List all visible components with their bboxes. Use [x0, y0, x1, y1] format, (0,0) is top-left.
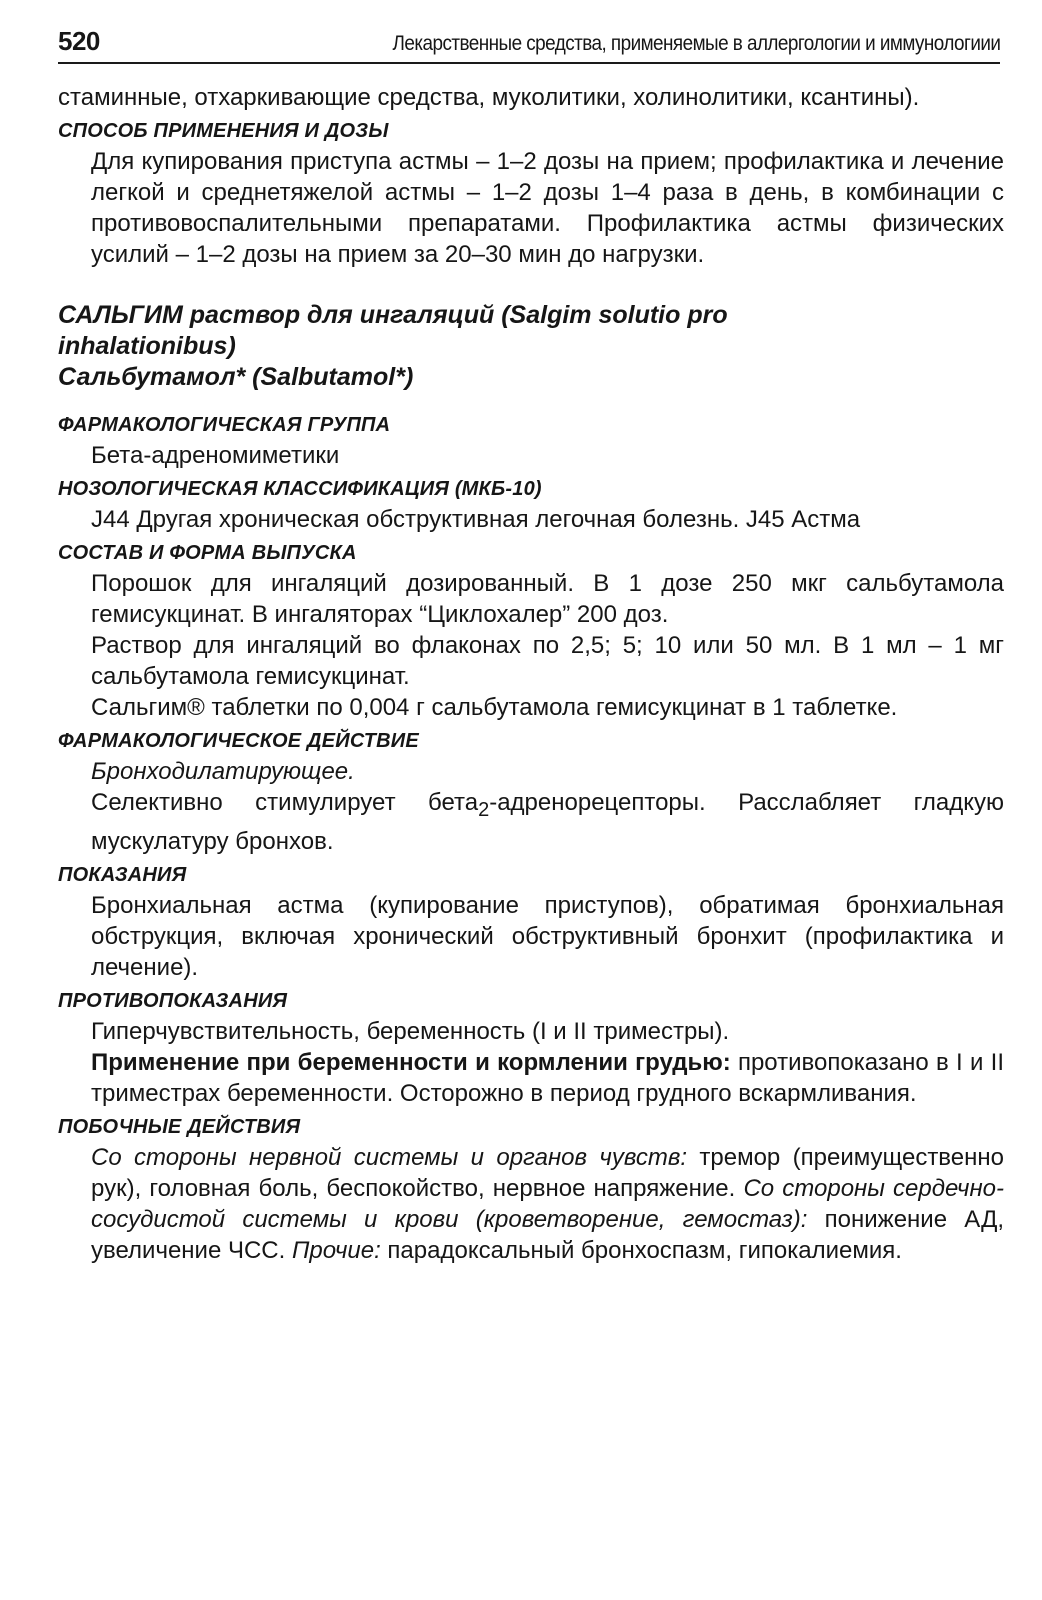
side-effects-heading: ПОБОЧНЫЕ ДЕЙСТВИЯ: [58, 1115, 301, 1138]
pharm-group-heading: ФАРМАКОЛОГИЧЕСКАЯ ГРУППА: [58, 414, 391, 436]
side-effects-paragraph: [58, 1142, 1004, 1266]
nosology-text: J44 Другая хроническая обструктивная легочная болезнь. J45 Астма: [91, 506, 861, 533]
page-number: 520: [58, 26, 100, 56]
action-paragraph-2: [58, 787, 1004, 857]
action-text-b: -адренорецепторы. Расслабляет гладкую мускулатуру бронхов.: [91, 789, 1004, 855]
section-spacer: [58, 270, 1004, 300]
action-text-a: Селективно стимулирует бета: [91, 789, 479, 816]
dosage-heading: СПОСОБ ПРИМЕНЕНИЯ И ДОЗЫ: [58, 120, 389, 142]
section-spacer: [58, 393, 1004, 407]
contraindications-heading: ПРОТИВОПОКАЗАНИЯ: [58, 989, 288, 1012]
contraindications-paragraph-1: Гиперчувствительность, беременность (I и II триместры).: [91, 1017, 730, 1045]
indications-heading: ПОКАЗАНИЯ: [58, 863, 187, 886]
composition-paragraph-2: Раствор для ингаляций во флаконах по 2,5; 5; 10 или 50 мл. В 1 мл – 1 мг сальбутамола гемисукцинат.: [91, 632, 1004, 690]
running-title: Лекарственные средства, применяемые в аллергологии и иммунологиии: [392, 32, 1000, 55]
side-effects-cardio-text: понижение АД, увеличение ЧСС.: [91, 1205, 1004, 1264]
side-effects-other-text: парадоксальный бронхоспазм, гипокалиемия.: [380, 1236, 902, 1264]
pregnancy-label: Применение при беременности и кормлении грудью:: [91, 1048, 731, 1076]
indications-paragraph: Бронхиальная астма (купирование приступов), обратимая бронхиальная обструкция, включая хронический обструктивный бронхит (профилактика и лечение).: [91, 891, 1004, 981]
page-content: [58, 82, 1004, 1266]
composition-paragraph-3: Сальгим® таблетки по 0,004 г сальбутамола гемисукцинат в 1 таблетке.: [91, 694, 898, 721]
contraindications-paragraph-2: [58, 1047, 1004, 1109]
action-paragraph-1: Бронходилатирующее.: [91, 758, 355, 785]
composition-heading: СОСТАВ И ФОРМА ВЫПУСКА: [58, 542, 357, 564]
drug-title-line1: САЛЬГИМ раствор для ингаляций (Salgim solutio pro: [58, 301, 728, 329]
drug-title-line2: inhalationibus): [58, 332, 236, 360]
action-heading: ФАРМАКОЛОГИЧЕСКОЕ ДЕЙСТВИЕ: [58, 730, 419, 752]
composition-paragraph-1: Порошок для ингаляций дозированный. В 1 дозе 250 мкг сальбутамола гемисукцинат. В ингаляторах “Циклохалер” 200 доз.: [91, 570, 1004, 628]
side-effects-other-label: Прочие:: [291, 1236, 381, 1264]
side-effects-nervous-text: тремор (преимущественно рук), головная боль, беспокойство, нервное напряжение.: [91, 1143, 1004, 1202]
dosage-paragraph: Для купирования приступа астмы – 1–2 дозы на прием; профилактика и лечение легкой и среднетяжелой астмы – 1–2 дозы 1–4 раза в день, в комбинации с противовоспалительными препаратами. Профилактика астмы физических усилий – 1–2 дозы на прием за 20–30 мин до нагрузки.: [91, 148, 1004, 268]
intro-paragraph: стаминные, отхаркивающие средства, муколитики, холинолитики, ксантины).: [58, 84, 920, 111]
running-header: [58, 26, 1000, 64]
side-effects-cardio-label: Со стороны сердечно-сосудистой системы и крови (кроветворение, гемостаз):: [91, 1174, 1004, 1233]
drug-substance: Сальбутамол* (Salbutamol*): [58, 363, 414, 391]
pregnancy-text: противопоказано в I и II триместрах беременности. Осторожно в период грудного вскармливания.: [91, 1048, 1004, 1107]
pharm-group-text: Бета-адреномиметики: [91, 442, 340, 469]
nosology-heading: НОЗОЛОГИЧЕСКАЯ КЛАССИФИКАЦИЯ (МКБ-10): [58, 478, 542, 500]
side-effects-nervous-label: Со стороны нервной системы и органов чувств:: [91, 1143, 688, 1171]
action-subscript: 2: [478, 798, 490, 821]
